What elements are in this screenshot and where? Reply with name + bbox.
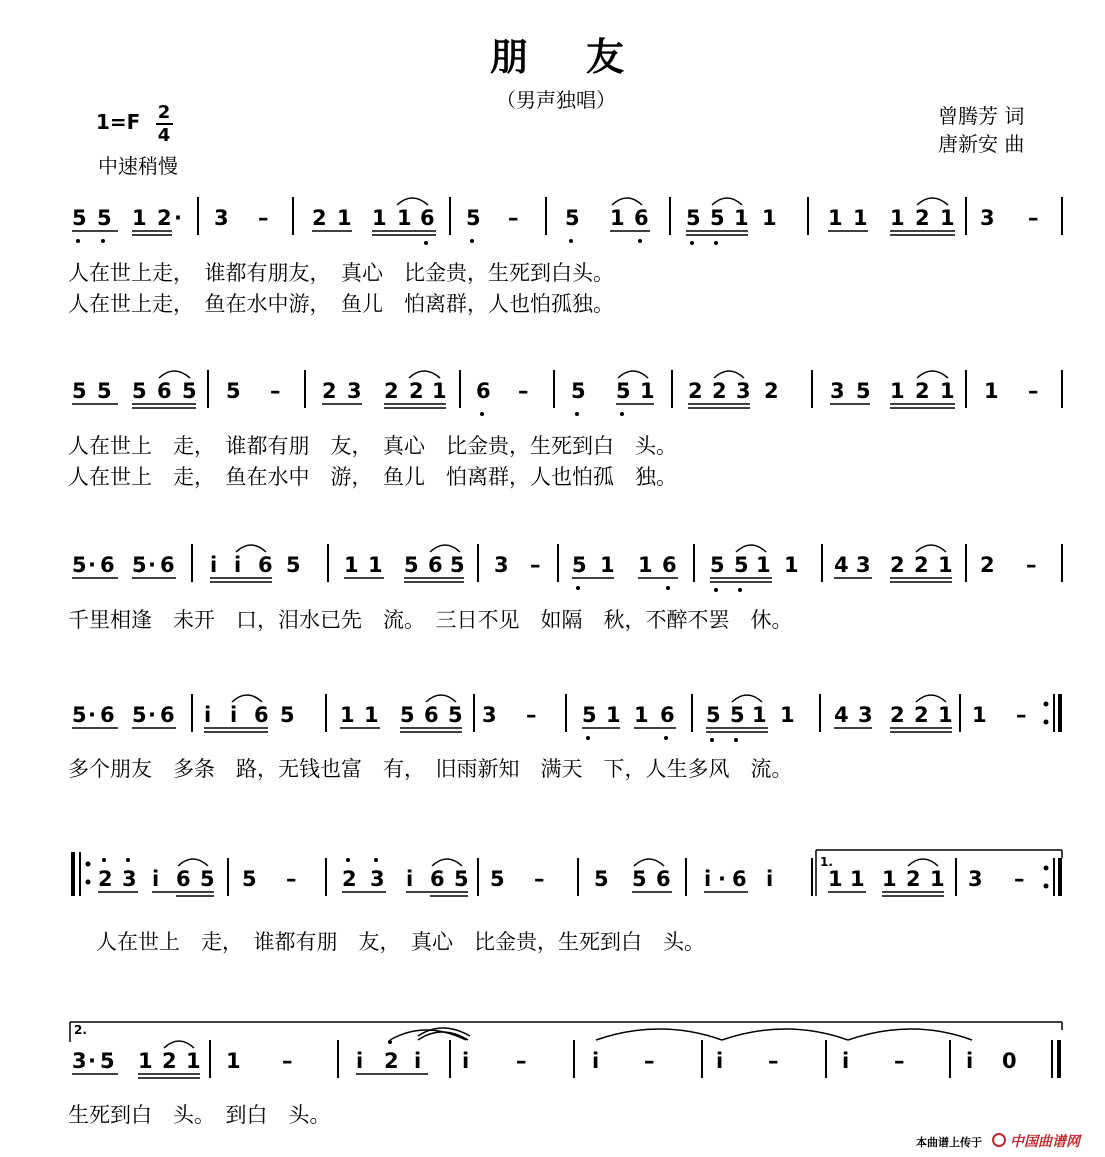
svg-text:5: 5 bbox=[686, 206, 701, 230]
svg-text:5: 5 bbox=[616, 379, 631, 403]
svg-text:·: · bbox=[88, 553, 96, 577]
svg-text:1: 1 bbox=[340, 703, 355, 727]
svg-text:1: 1 bbox=[132, 206, 147, 230]
song-title: 朋友 bbox=[490, 35, 683, 79]
svg-text:–: – bbox=[258, 206, 269, 230]
time-signature-bottom: 4 bbox=[157, 125, 171, 146]
svg-text:1: 1 bbox=[368, 553, 383, 577]
svg-text:5: 5 bbox=[594, 867, 609, 891]
svg-text:1: 1 bbox=[762, 206, 777, 230]
svg-text:–: – bbox=[768, 1049, 779, 1073]
svg-text:6: 6 bbox=[660, 703, 675, 727]
svg-text:1: 1 bbox=[756, 553, 771, 577]
svg-text:i: i bbox=[704, 867, 712, 891]
lyric-line: 人在世上 走， 谁都有朋 友， 真心 比金贵，生死到白 头。 bbox=[68, 434, 677, 458]
notation-symbols bbox=[72, 694, 1060, 742]
svg-text:5: 5 bbox=[400, 703, 415, 727]
svg-text:2: 2 bbox=[98, 867, 113, 891]
svg-text:1: 1 bbox=[828, 206, 843, 230]
svg-text:2: 2 bbox=[764, 379, 779, 403]
svg-text:3: 3 bbox=[370, 867, 385, 891]
svg-text:5: 5 bbox=[730, 703, 745, 727]
svg-text:1: 1 bbox=[890, 206, 905, 230]
svg-text:3: 3 bbox=[980, 206, 995, 230]
svg-text:5: 5 bbox=[72, 703, 87, 727]
svg-text:2: 2 bbox=[322, 379, 337, 403]
footer-site-name[interactable]: 中国曲谱网 bbox=[1010, 1134, 1080, 1150]
svg-text:i: i bbox=[152, 867, 160, 891]
svg-text:1: 1 bbox=[784, 553, 799, 577]
svg-text:1: 1 bbox=[344, 553, 359, 577]
svg-text:6: 6 bbox=[428, 553, 443, 577]
svg-text:5: 5 bbox=[856, 379, 871, 403]
svg-text:1: 1 bbox=[610, 206, 625, 230]
svg-text:i: i bbox=[592, 1049, 600, 1073]
svg-text:5: 5 bbox=[706, 703, 721, 727]
svg-text:1: 1 bbox=[397, 206, 412, 230]
svg-text:3: 3 bbox=[214, 206, 229, 230]
svg-text:3: 3 bbox=[494, 553, 509, 577]
svg-text:2: 2 bbox=[384, 379, 399, 403]
svg-text:4: 4 bbox=[834, 553, 849, 577]
svg-text:·: · bbox=[148, 553, 156, 577]
lyric-line: 人在世上 走， 鱼在水中 游， 鱼儿 怕离群，人也怕孤 独。 bbox=[68, 465, 677, 489]
svg-text:5: 5 bbox=[97, 379, 112, 403]
svg-text:–: – bbox=[894, 1049, 905, 1073]
svg-text:1: 1 bbox=[828, 867, 843, 891]
lyric-line: 多个朋友 多条 路，无钱也富 有， 旧雨新知 满天 下，人生多风 流。 bbox=[68, 757, 793, 781]
svg-text:5: 5 bbox=[72, 379, 87, 403]
svg-text:1: 1 bbox=[138, 1049, 153, 1073]
svg-text:–: – bbox=[1026, 553, 1037, 577]
lyric-line: 人在世上走， 谁都有朋友， 真心 比金贵，生死到白头。 bbox=[68, 261, 614, 285]
notation-line bbox=[0, 532, 1105, 602]
time-signature-top: 2 bbox=[157, 102, 171, 123]
svg-text:6: 6 bbox=[656, 867, 671, 891]
svg-text:–: – bbox=[534, 867, 545, 891]
svg-text:5: 5 bbox=[200, 867, 215, 891]
svg-text:3: 3 bbox=[736, 379, 751, 403]
svg-text:5: 5 bbox=[286, 553, 301, 577]
svg-text:–: – bbox=[270, 379, 281, 403]
svg-text:5: 5 bbox=[450, 553, 465, 577]
svg-text:1: 1 bbox=[364, 703, 379, 727]
svg-text:5: 5 bbox=[632, 867, 647, 891]
svg-text:3: 3 bbox=[856, 553, 871, 577]
notation-symbols bbox=[72, 197, 1062, 245]
svg-text:3: 3 bbox=[347, 379, 362, 403]
svg-text:5: 5 bbox=[572, 553, 587, 577]
notation-symbols bbox=[72, 370, 1062, 416]
lyric-line: 生死到白 头。 到白 头。 bbox=[68, 1103, 331, 1127]
svg-text:5: 5 bbox=[97, 206, 112, 230]
svg-text:1: 1 bbox=[984, 379, 999, 403]
svg-text:6: 6 bbox=[254, 703, 269, 727]
svg-text:i: i bbox=[210, 553, 218, 577]
svg-text:3: 3 bbox=[830, 379, 845, 403]
svg-text:2: 2 bbox=[342, 867, 357, 891]
svg-text:1: 1 bbox=[850, 867, 865, 891]
notation-line bbox=[0, 682, 1105, 752]
svg-text:1: 1 bbox=[372, 206, 387, 230]
svg-text:6: 6 bbox=[176, 867, 191, 891]
svg-text:·: · bbox=[718, 867, 726, 891]
svg-text:5: 5 bbox=[710, 206, 725, 230]
svg-text:5: 5 bbox=[132, 379, 147, 403]
svg-text:–: – bbox=[1028, 206, 1039, 230]
svg-text:·: · bbox=[88, 703, 96, 727]
svg-text:i: i bbox=[406, 867, 414, 891]
svg-text:–: – bbox=[516, 1049, 527, 1073]
svg-text:3: 3 bbox=[858, 703, 873, 727]
svg-text:–: – bbox=[644, 1049, 655, 1073]
svg-text:1: 1 bbox=[882, 867, 897, 891]
composer-credit: 唐新安 曲 bbox=[938, 132, 1025, 156]
svg-text:2: 2 bbox=[890, 703, 905, 727]
svg-text:1: 1 bbox=[940, 379, 955, 403]
svg-text:1: 1 bbox=[752, 703, 767, 727]
svg-text:6: 6 bbox=[160, 553, 175, 577]
svg-text:5: 5 bbox=[182, 379, 197, 403]
svg-text:1: 1 bbox=[226, 1049, 241, 1073]
site-logo-icon bbox=[992, 1133, 1006, 1147]
svg-text:6: 6 bbox=[157, 379, 172, 403]
svg-text:5: 5 bbox=[582, 703, 597, 727]
svg-text:1: 1 bbox=[780, 703, 795, 727]
svg-text:5: 5 bbox=[72, 206, 87, 230]
svg-text:–: – bbox=[1016, 703, 1027, 727]
svg-text:5: 5 bbox=[226, 379, 241, 403]
svg-text:6: 6 bbox=[420, 206, 435, 230]
lyricist-credit: 曾腾芳 词 bbox=[938, 104, 1025, 128]
svg-text:1: 1 bbox=[938, 553, 953, 577]
svg-text:–: – bbox=[530, 553, 541, 577]
svg-text:5: 5 bbox=[132, 703, 147, 727]
svg-text:3: 3 bbox=[968, 867, 983, 891]
svg-text:5: 5 bbox=[242, 867, 257, 891]
svg-text:1: 1 bbox=[337, 206, 352, 230]
svg-text:2: 2 bbox=[915, 379, 930, 403]
svg-text:2: 2 bbox=[890, 553, 905, 577]
svg-text:3: 3 bbox=[122, 867, 137, 891]
svg-text:1: 1 bbox=[432, 379, 447, 403]
svg-text:5: 5 bbox=[571, 379, 586, 403]
svg-text:6: 6 bbox=[634, 206, 649, 230]
svg-text:6: 6 bbox=[662, 553, 677, 577]
svg-text:5: 5 bbox=[280, 703, 295, 727]
svg-text:i: i bbox=[462, 1049, 470, 1073]
notation-symbols bbox=[70, 1022, 1062, 1078]
svg-text:i: i bbox=[234, 553, 242, 577]
svg-text:2: 2 bbox=[384, 1049, 399, 1073]
svg-text:1: 1 bbox=[930, 867, 945, 891]
svg-text:i: i bbox=[716, 1049, 724, 1073]
svg-text:1: 1 bbox=[853, 206, 868, 230]
svg-text:i: i bbox=[356, 1049, 364, 1073]
svg-text:5: 5 bbox=[466, 206, 481, 230]
svg-text:6: 6 bbox=[160, 703, 175, 727]
svg-text:5: 5 bbox=[72, 553, 87, 577]
tempo-marking: 中速稍慢 bbox=[98, 154, 178, 178]
svg-text:3: 3 bbox=[72, 1049, 87, 1073]
svg-text:2: 2 bbox=[980, 553, 995, 577]
svg-text:–: – bbox=[282, 1049, 293, 1073]
svg-text:1: 1 bbox=[640, 379, 655, 403]
svg-text:2: 2 bbox=[906, 867, 921, 891]
notation-line bbox=[0, 185, 1105, 255]
svg-text:3: 3 bbox=[482, 703, 497, 727]
footer-upload-text: 本曲谱上传于 bbox=[916, 1136, 982, 1149]
svg-text:5: 5 bbox=[490, 867, 505, 891]
notation-line bbox=[0, 358, 1105, 428]
svg-text:1: 1 bbox=[890, 379, 905, 403]
svg-text:·: · bbox=[174, 206, 182, 230]
svg-text:6: 6 bbox=[732, 867, 747, 891]
svg-text:5: 5 bbox=[132, 553, 147, 577]
svg-text:2: 2 bbox=[409, 379, 424, 403]
notation-line bbox=[0, 1012, 1105, 1082]
svg-text:1: 1 bbox=[638, 553, 653, 577]
svg-text:–: – bbox=[1028, 379, 1039, 403]
svg-text:i: i bbox=[966, 1049, 974, 1073]
svg-text:–: – bbox=[286, 867, 297, 891]
svg-text:1: 1 bbox=[972, 703, 987, 727]
svg-text:5: 5 bbox=[454, 867, 469, 891]
svg-text:2: 2 bbox=[162, 1049, 177, 1073]
svg-text:·: · bbox=[148, 703, 156, 727]
svg-text:1: 1 bbox=[634, 703, 649, 727]
svg-text:1: 1 bbox=[600, 553, 615, 577]
svg-text:5: 5 bbox=[100, 1049, 115, 1073]
svg-text:5: 5 bbox=[404, 553, 419, 577]
svg-text:5: 5 bbox=[734, 553, 749, 577]
svg-text:1: 1 bbox=[940, 206, 955, 230]
notation-symbols bbox=[72, 544, 1062, 592]
svg-text:2: 2 bbox=[312, 206, 327, 230]
svg-text:2: 2 bbox=[914, 703, 929, 727]
svg-text:5: 5 bbox=[448, 703, 463, 727]
lyric-line: 人在世上 走， 谁都有朋 友， 真心 比金贵，生死到白 头。 bbox=[96, 930, 705, 954]
svg-text:6: 6 bbox=[258, 553, 273, 577]
svg-text:–: – bbox=[508, 206, 519, 230]
svg-text:i: i bbox=[204, 703, 212, 727]
svg-text:–: – bbox=[526, 703, 537, 727]
svg-text:1: 1 bbox=[186, 1049, 201, 1073]
svg-text:–: – bbox=[1014, 867, 1025, 891]
svg-text:2.: 2. bbox=[74, 1023, 87, 1037]
svg-text:5: 5 bbox=[565, 206, 580, 230]
song-subtitle: （男声独唱） bbox=[496, 88, 616, 112]
svg-text:6: 6 bbox=[100, 553, 115, 577]
svg-text:6: 6 bbox=[430, 867, 445, 891]
svg-text:5: 5 bbox=[710, 553, 725, 577]
svg-text:0: 0 bbox=[1002, 1049, 1017, 1073]
svg-text:i: i bbox=[230, 703, 238, 727]
svg-text:i: i bbox=[766, 867, 774, 891]
svg-text:1: 1 bbox=[606, 703, 621, 727]
svg-text:i: i bbox=[414, 1049, 422, 1073]
svg-text:–: – bbox=[518, 379, 529, 403]
svg-text:2: 2 bbox=[914, 553, 929, 577]
svg-text:2: 2 bbox=[157, 206, 172, 230]
svg-text:i: i bbox=[842, 1049, 850, 1073]
svg-text:1: 1 bbox=[734, 206, 749, 230]
svg-text:1.: 1. bbox=[820, 855, 833, 869]
lyric-line: 人在世上走， 鱼在水中游， 鱼儿 怕离群，人也怕孤独。 bbox=[68, 292, 614, 316]
svg-text:·: · bbox=[88, 1049, 96, 1073]
svg-text:6: 6 bbox=[100, 703, 115, 727]
svg-text:2: 2 bbox=[915, 206, 930, 230]
lyric-line: 千里相逢 未开 口，泪水已先 流。 三日不见 如隔 秋，不醉不罢 休。 bbox=[68, 608, 793, 632]
svg-text:6: 6 bbox=[476, 379, 491, 403]
svg-text:6: 6 bbox=[424, 703, 439, 727]
key-signature: 1=F bbox=[96, 110, 141, 134]
notation-line bbox=[0, 838, 1105, 908]
svg-text:4: 4 bbox=[834, 703, 849, 727]
notation-symbols bbox=[73, 850, 1062, 896]
svg-text:2: 2 bbox=[712, 379, 727, 403]
svg-text:2: 2 bbox=[688, 379, 703, 403]
svg-text:1: 1 bbox=[938, 703, 953, 727]
